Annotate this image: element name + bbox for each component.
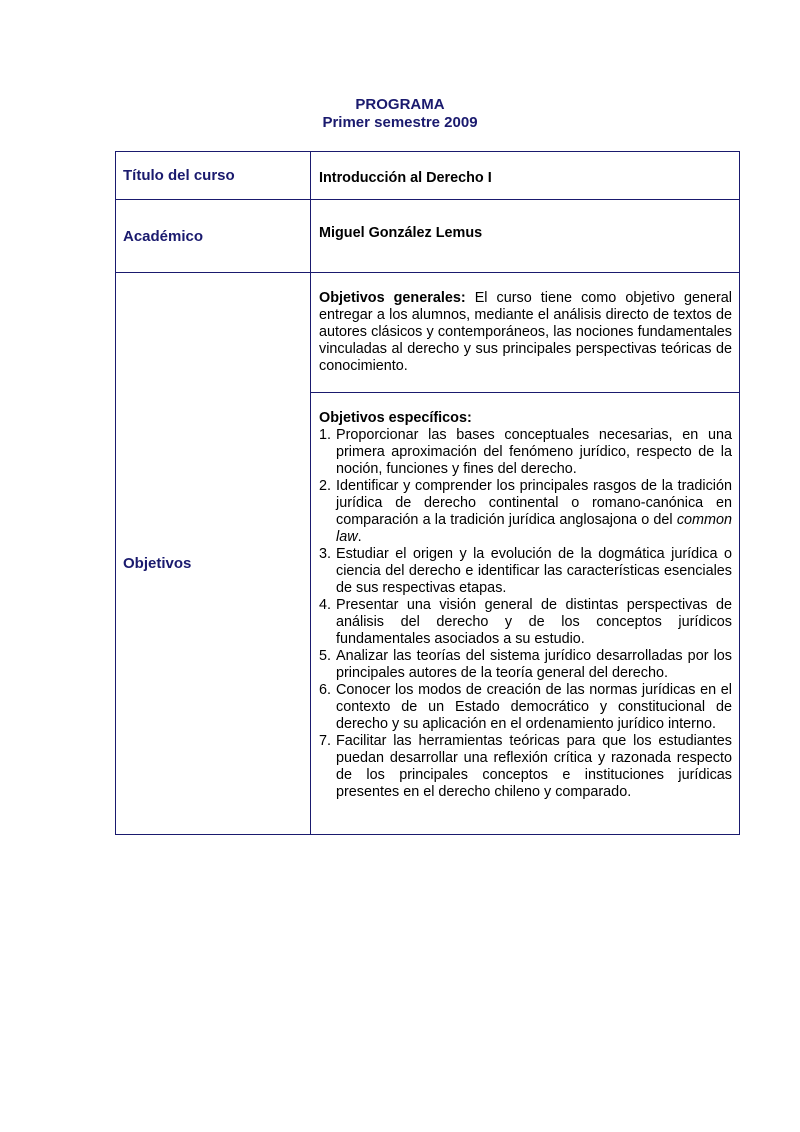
item-text: Analizar las teorías del sistema jurídico desarrolladas por los principales autores de la teoría general del derecho. <box>336 648 732 681</box>
specific-objectives-heading: Objetivos específicos: <box>319 410 472 426</box>
general-objectives-heading: Objetivos generales: <box>319 290 466 306</box>
item-text-end: . <box>357 529 362 545</box>
list-item <box>319 682 732 733</box>
general-objectives <box>311 273 740 393</box>
item-number: 6. <box>319 682 332 698</box>
item-number: 5. <box>319 648 332 664</box>
list-item <box>319 597 732 648</box>
item-italic-text: common law <box>336 512 732 545</box>
list-item <box>319 648 732 682</box>
item-text: Estudiar el origen y la evolución de la dogmática jurídica o ciencia del derecho e identificar las características esenciales de sus respectivas etapas. <box>336 546 732 596</box>
document-header <box>0 96 800 132</box>
item-number: 3. <box>319 546 332 562</box>
course-title-label: Título del curso <box>116 152 311 200</box>
academic-value: Miguel González Lemus <box>311 200 740 273</box>
item-text: Conocer los modos de creación de las normas jurídicas en el contexto de un Estado democrático y constitucional de derecho y su aplicación en el ordenamiento jurídico interno. <box>336 682 732 732</box>
list-item <box>319 427 732 478</box>
objectives-label: Objetivos <box>116 273 311 835</box>
academic-label: Académico <box>116 200 311 273</box>
document-title: PROGRAMA <box>355 96 445 113</box>
item-text: Identificar y comprender los principales rasgos de la tradición jurídica de derecho continental o romano-canónica en comparación a la tradición jurídica anglosajona o del <box>336 478 732 528</box>
item-number: 7. <box>319 733 332 749</box>
item-text: Facilitar las herramientas teóricas para que los estudiantes puedan desarrollar una reflexión crítica y razonada respecto de los principales conceptos e instituciones jurídicas presentes en el derecho chileno y comparado. <box>336 733 732 800</box>
document-subtitle: Primer semestre 2009 <box>322 114 478 131</box>
item-text: Presentar una visión general de distintas perspectivas de análisis del derecho y de los conceptos jurídicos fundamentales asociados a su estudio. <box>336 597 732 647</box>
list-item <box>319 733 732 801</box>
course-title-value: Introducción al Derecho I <box>311 152 740 200</box>
list-item <box>319 478 732 546</box>
specific-objectives <box>311 393 740 835</box>
item-text: Proporcionar las bases conceptuales necesarias, en una primera aproximación del fenómeno jurídico, respecto de la noción, funciones y fines del derecho. <box>336 427 732 477</box>
item-number: 1. <box>319 427 332 443</box>
course-program-table <box>115 151 740 835</box>
specific-objectives-list <box>319 427 732 801</box>
item-number: 2. <box>319 478 332 494</box>
item-number: 4. <box>319 597 332 613</box>
general-objectives-text: El curso tiene como objetivo general entregar a los alumnos, mediante el análisis directo de textos de autores clásicos y contemporáneos, las nociones fundamentales vinculadas al derecho y sus principales perspectivas teóricas de conocimiento. <box>319 290 732 374</box>
list-item <box>319 546 732 597</box>
